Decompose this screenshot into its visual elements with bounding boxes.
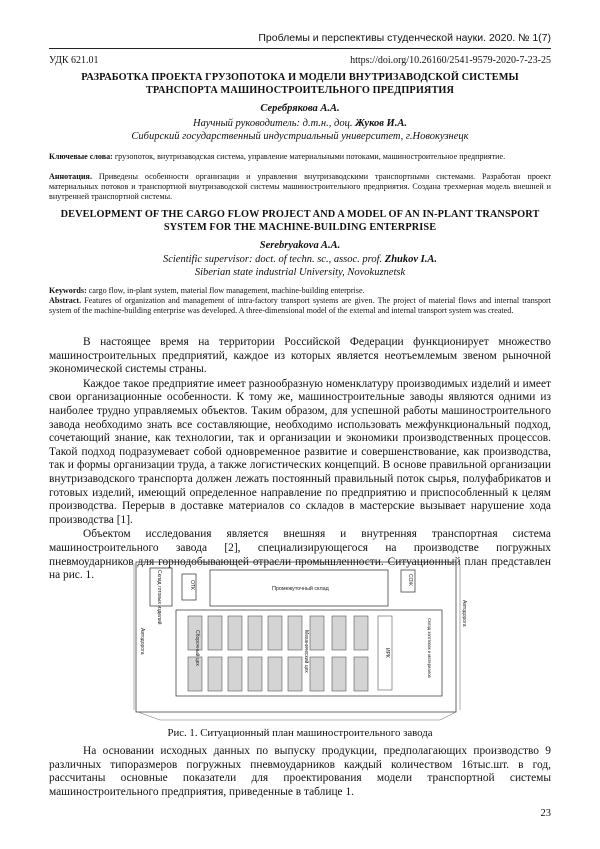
- paragraph-1: В настоящее время на территории Российской Федерации функционирует множество машиностроительных предприятий, каждое из которых является неотъемлемым звеном рыночной экономической системы страны.: [49, 336, 551, 376]
- ru-affiliation: Сибирский государственный индустриальный университет, г.Новокузнецк: [131, 131, 469, 142]
- body-text: [49, 336, 551, 584]
- en-abstract: Abstract. Features of organization and management of intra-factory transport systems are given. The project of material flows and internal transport system of the machine-building enterprise was developed. A three-dimensional model of the external and internal transport system was created.: [49, 296, 551, 316]
- paragraph-2: Каждое такое предприятие имеет разнообразную номенклатуру производимых изделий и имеет свои организационные особенности. К тому же, машиностроительные заводы являются одними из наиболее трудно управляемых объектов. Таким образом, для успешной работы машиностроительного завода необходимо знать все составляющие, необходимо использовать межфункциональный подход, сочетающий знание, как технологии, так и организации и экономики производственных процессов. Такой подход подразумевает собой одновременное развитие и совершенствование, как производства, так и формы организации труда, а также логистических концепций. В основе правильной организации внутризаводского транспорта должен лежать постоянный правильный поток сырья, полуфабрикатов и готовых изделий, имеющий определенное направление по предприятию и приспособленный к целям производства. Перерыв в доставке материалов со складов в мастерские вызывает нарушение хода производства [1].: [49, 377, 551, 526]
- label-road-left: Автодорога: [139, 628, 145, 655]
- label-otk: ОТК: [189, 580, 195, 590]
- body-text-after-figure: [49, 745, 551, 800]
- journal-header: Проблемы и перспективы студенческой науки. 2020. № 1(7): [258, 32, 551, 44]
- label-machining-shop: Механический цех: [303, 630, 309, 673]
- header-rule: [49, 48, 551, 49]
- en-supervisor: Scientific supervisor: doct. of techn. sc., assoc. prof. Zhukov I.A.: [162, 254, 438, 265]
- bay-5-top: [288, 616, 302, 650]
- bay-4-bottom: [268, 657, 282, 691]
- bay-1-bottom: [208, 657, 222, 691]
- bay-3-top: [248, 616, 262, 650]
- doi-link[interactable]: https://doi.org/10.26160/2541-9579-2020-7-23-25: [350, 55, 551, 66]
- bay-6-bottom: [310, 657, 324, 691]
- bay-5-bottom: [288, 657, 302, 691]
- bay-7-bottom: [332, 657, 346, 691]
- label-assembly-shop: Сборочный цех: [194, 630, 200, 666]
- figure-caption: Рис. 1. Ситуационный план машиностроительного завода: [167, 727, 433, 739]
- bay-2-bottom: [228, 657, 242, 691]
- bay-4-top: [268, 616, 282, 650]
- ru-supervisor: Научный руководитель: д.т.н., доц. Жуков И.А.: [193, 118, 407, 129]
- label-intermediate-warehouse: Промежуточный склад: [272, 586, 329, 592]
- bay-8-top: [354, 616, 368, 650]
- ru-keywords: Ключевые слова: грузопоток, внутризаводская система, управление материальными потоками, машиностроительное предприятие.: [49, 152, 506, 161]
- label-sok: СОЖ: [407, 574, 413, 586]
- bay-2-top: [228, 616, 242, 650]
- paragraph-4: На основании исходных данных по выпуску продукции, предполагающих производство 9 различных типоразмеров погружных пневмоударников каждый количеством 16тыс.шт. в год, рассчитаны основные показатели для проектирования модели транспортной системы машиностроительного предприятия, приведенные в таблице 1.: [49, 745, 551, 798]
- site-plan-figure: [130, 558, 470, 724]
- bay-8-bottom: [354, 657, 368, 691]
- label-road-right: Автодорога: [461, 600, 467, 627]
- bay-1-top: [208, 616, 222, 650]
- label-irk: ИРК: [384, 648, 390, 658]
- label-blanks-warehouse: Склад заготовок и материалов: [427, 618, 432, 678]
- page-number: 23: [540, 808, 551, 819]
- ru-title: РАЗРАБОТКА ПРОЕКТА ГРУЗОПОТОКА И МОДЕЛИ ВНУТРИЗАВОДСКОЙ СИСТЕМЫ ТРАНСПОРТА МАШИНОСТРОИТЕЛЬНОГО ПРЕДПРИЯТИЯ: [81, 72, 519, 96]
- bay-6-top: [310, 616, 324, 650]
- road-bottom: [138, 712, 456, 720]
- label-warehouse-finished: Склад готовых изделий: [156, 570, 162, 625]
- udc-code: УДК 621.01: [49, 55, 99, 66]
- en-title: DEVELOPMENT OF THE CARGO FLOW PROJECT AND A MODEL OF AN IN-PLANT TRANSPORT SYSTEM FOR THE MACHINE-BUILDING ENTERPRISE: [60, 209, 540, 233]
- ru-author: Серебрякова А.А.: [260, 103, 340, 114]
- bay-7-top: [332, 616, 346, 650]
- en-keywords: Keywords: cargo flow, in-plant system, material flow management, machine-building enterprise.: [49, 286, 365, 295]
- bay-3-bottom: [248, 657, 262, 691]
- en-author: Serebryakova A.A.: [259, 240, 341, 251]
- en-affiliation: Siberian state industrial University, Novokuznetsk: [194, 267, 406, 278]
- paragraph-3: Объектом исследования является внешняя и внутренняя транспортная система машиностроительного завода [2], специализирующегося на производстве погружных пневмоударников для горнодобывающей отрасли промышленности. Ситуационный план представлен на рис. 1.: [49, 528, 551, 582]
- ru-abstract: Аннотация. Приведены особенности организации и управления внутризаводскими транспортными системами. Разработан проект материальных потоков и транспортной внутризаводской системы машиностроительного предприятия. Создана трехмерная модель внешней и внутренней транспортной системы.: [49, 172, 551, 202]
